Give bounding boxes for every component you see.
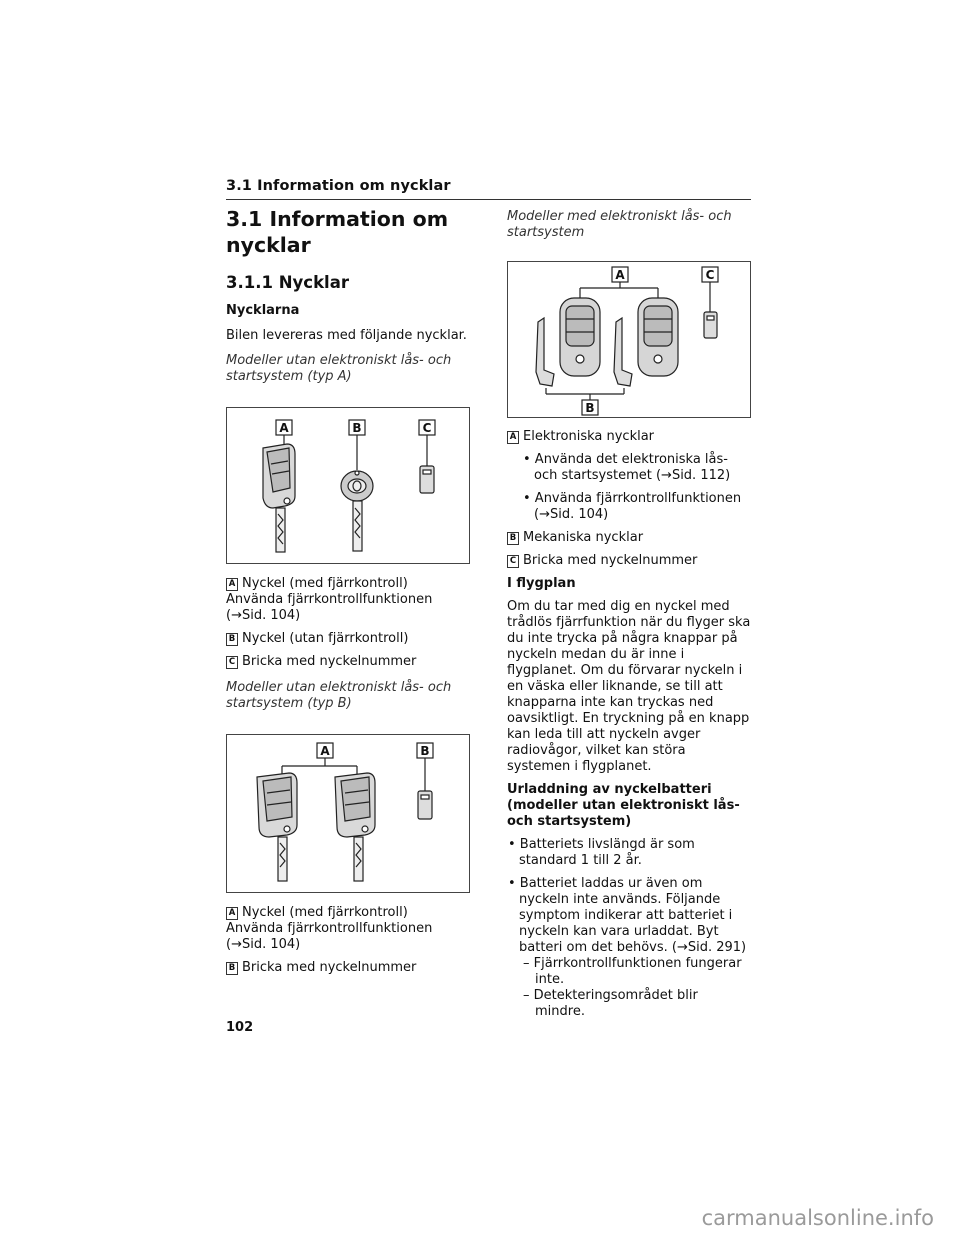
list-b-item-1-extra: Använda fjärrkontrollfunktionen (→Sid. 104) xyxy=(226,921,433,952)
page-title: 3.1 Information om nycklar xyxy=(226,207,449,257)
label-box: A xyxy=(507,431,519,444)
figure-keys-electronic xyxy=(507,261,751,418)
list-c-item-3 xyxy=(507,553,751,569)
subheading-batteri: Urladdning av nyckelbatteri (modeller utan elektroniskt lås- och startsystem) xyxy=(507,782,740,829)
list-c-bullet-1: • Använda det elektroniska lås- och startsystemet (→Sid. 112) xyxy=(523,452,731,483)
list-a-item-2-text: Nyckel (utan fjärrkontroll) xyxy=(242,631,409,646)
fig-c-label-b: B xyxy=(585,401,595,415)
label-box: C xyxy=(226,656,238,669)
label-box: C xyxy=(507,555,519,568)
list-b-item-1-text: Nyckel (med fjärrkontroll) xyxy=(242,905,408,920)
watermark: carmanualsonline.info xyxy=(701,1206,934,1230)
flygplan-text: Om du tar med dig en nyckel med trådlös fjärrfunktion när du flyger ska du inte trycka på några knappar på nyckeln medan du är inne i flygplanet. Om du förvarar nyckeln i en väska eller liknande, se till att knapparna inte kan tryckas ned oavsiktligt. En tryckning på en knapp kan leda till att nyckeln avger radiovågor, vilket kan störa systemen i flygplanet. xyxy=(507,599,751,774)
batt-dash-1: – Fjärrkontrollfunktionen fungerar inte. xyxy=(523,956,742,987)
list-a-item-3-text: Bricka med nyckelnummer xyxy=(242,654,417,669)
list-c-item-1 xyxy=(507,429,751,445)
list-b-item-2 xyxy=(226,960,472,976)
label-box: A xyxy=(226,578,238,591)
model-b-caption: Modeller utan elektroniskt lås- och startsystem (typ B) xyxy=(226,680,452,711)
label-box: B xyxy=(226,962,238,975)
fig-a-label-a: A xyxy=(279,421,289,435)
fig-b-label-a: A xyxy=(320,744,330,758)
list-b-item-2-text: Bricka med nyckelnummer xyxy=(242,960,417,975)
batt-dash-2: – Detekteringsområdet blir mindre. xyxy=(523,988,698,1019)
fig-c-label-c: C xyxy=(705,268,715,282)
list-b-item-1 xyxy=(226,905,472,953)
model-a-caption: Modeller utan elektroniskt lås- och startsystem (typ A) xyxy=(226,353,452,384)
right-column xyxy=(507,209,751,1020)
list-c-item-2 xyxy=(507,530,751,546)
label-box: A xyxy=(226,907,238,920)
subheading-nycklarna: Nycklarna xyxy=(226,303,300,318)
figure-keys-type-a xyxy=(226,407,470,564)
left-column xyxy=(226,206,472,976)
list-a-item-2 xyxy=(226,631,472,647)
batt-bullet-1: • Batteriets livslängd är som standard 1 till 2 år. xyxy=(508,837,695,868)
section-header-title: 3.1 Information om nycklar xyxy=(226,178,451,194)
figure-keys-type-b xyxy=(226,734,470,893)
label-box: B xyxy=(507,532,519,545)
list-a-item-1 xyxy=(226,576,472,624)
fig-a-label-c: C xyxy=(422,421,432,435)
list-a-item-1-text: Nyckel (med fjärrkontroll) xyxy=(242,576,408,591)
subsection-title: 3.1.1 Nycklar xyxy=(226,273,349,292)
batt-bullet-2: • Batteriet laddas ur även om nyckeln inte används. Följande symptom indikerar att batteriet i nyckeln kan vara urladdat. Byt batteri om det behövs. (→Sid. 291) xyxy=(508,876,747,955)
list-a-item-3 xyxy=(226,654,472,670)
list-c-item-3-text: Bricka med nyckelnummer xyxy=(523,553,698,568)
label-box: B xyxy=(226,633,238,646)
intro-text: Bilen levereras med följande nycklar. xyxy=(226,328,467,343)
fig-a-label-b: B xyxy=(352,421,362,435)
list-c-item-2-text: Mekaniska nycklar xyxy=(523,530,644,545)
model-c-caption: Modeller med elektroniskt lås- och startsystem xyxy=(507,209,732,240)
page-number: 102 xyxy=(226,1020,254,1035)
fig-b-label-b: B xyxy=(420,744,430,758)
list-c-item-1-text: Elektroniska nycklar xyxy=(523,429,655,444)
subheading-flygplan: I flygplan xyxy=(507,576,576,591)
list-a-item-1-extra: Använda fjärrkontrollfunktionen (→Sid. 104) xyxy=(226,592,433,623)
fig-c-label-a: A xyxy=(615,268,625,282)
header-rule xyxy=(226,199,751,200)
list-c-bullet-2: • Använda fjärrkontrollfunktionen (→Sid. 104) xyxy=(523,491,742,522)
